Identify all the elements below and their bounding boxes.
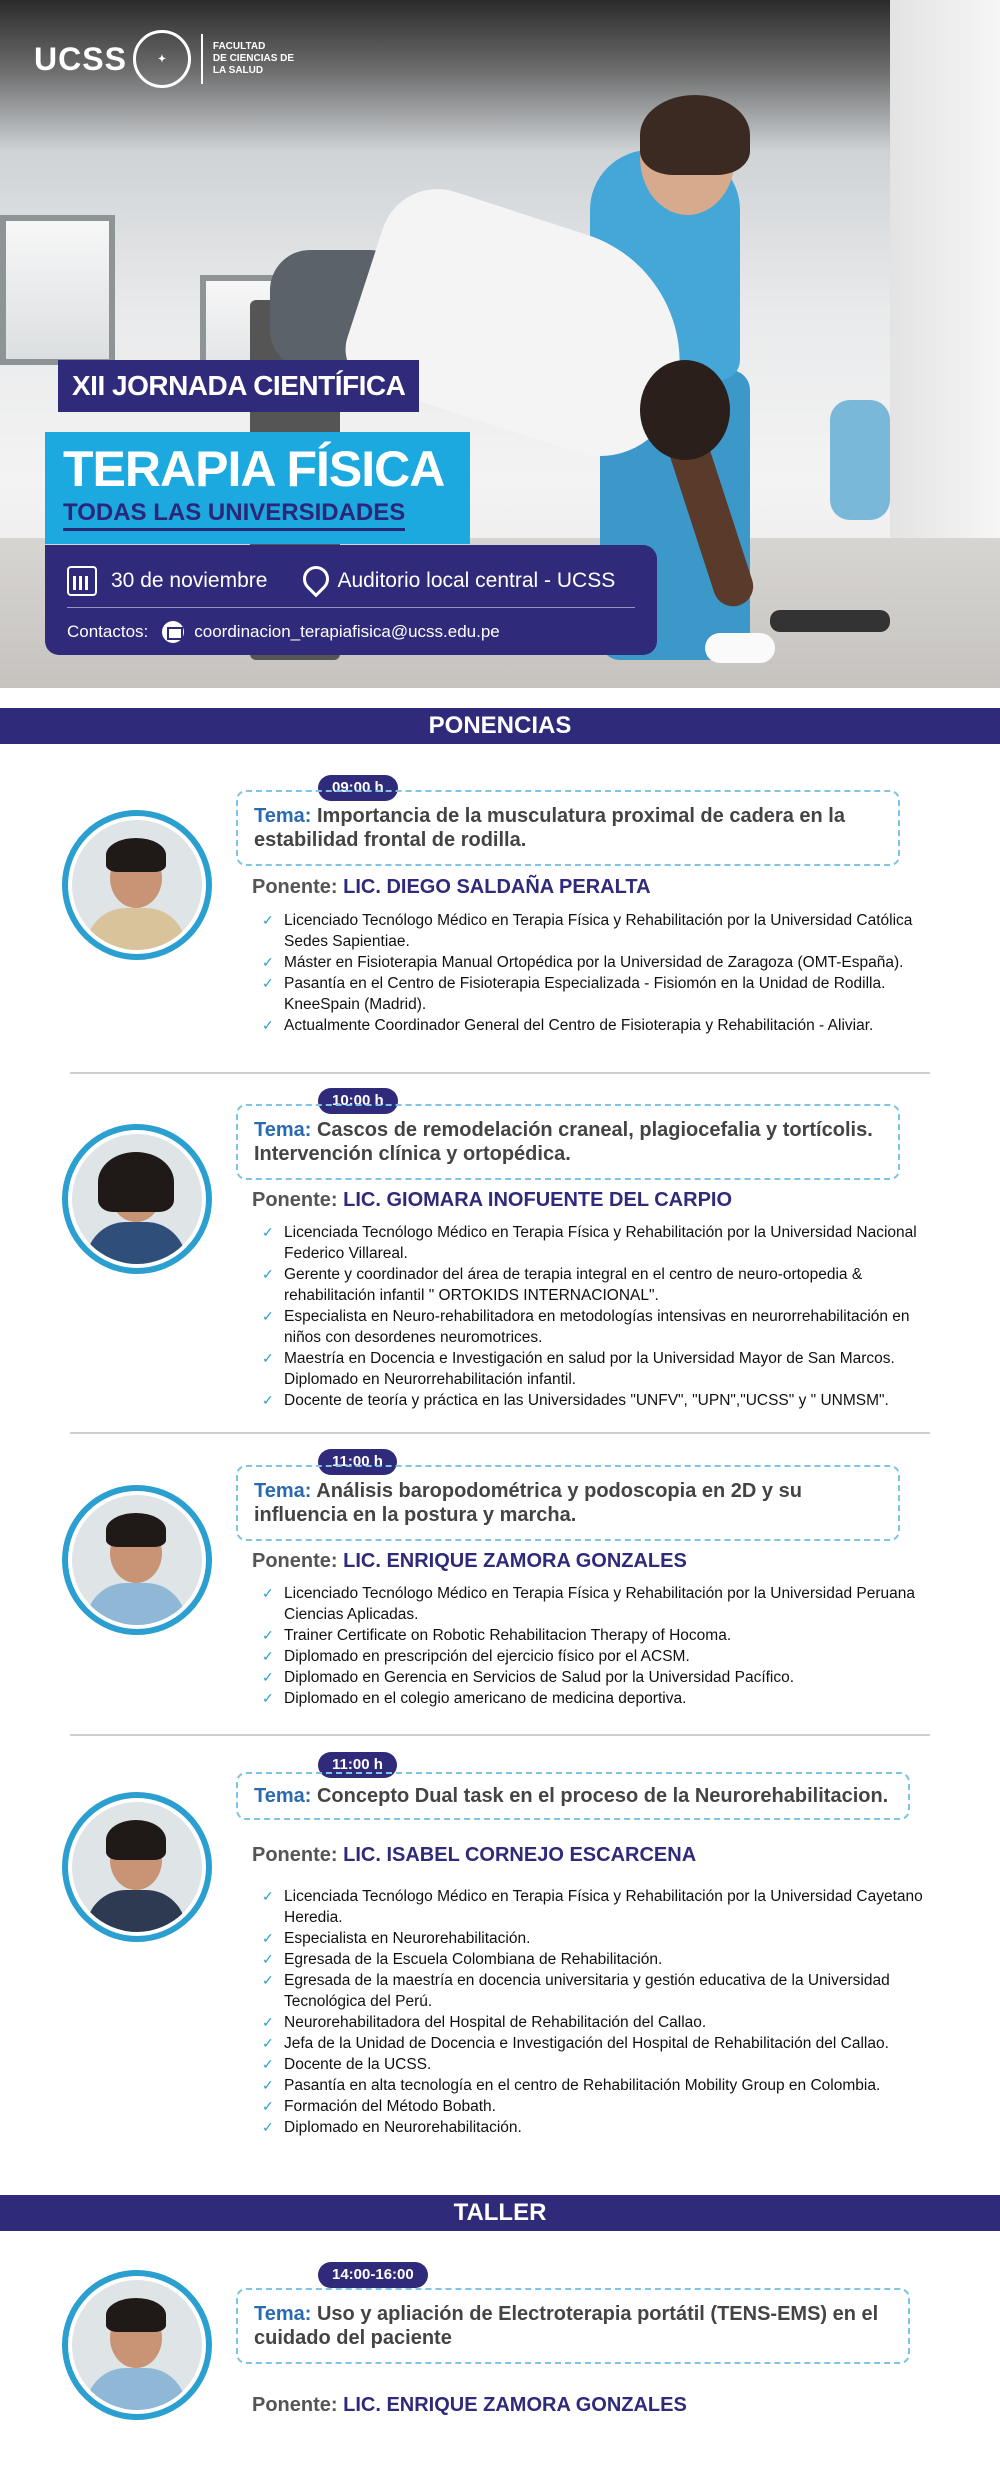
cv-item: ✓ Diplomado en Neurorehabilitación. — [262, 2117, 942, 2138]
faculty-line: DE CIENCIAS DE — [212, 53, 295, 64]
time-badge: 10:00 h — [318, 1088, 398, 1114]
speaker-cv-list — [262, 1222, 942, 1411]
speaker-label: Ponente: — [252, 1189, 338, 1211]
speaker-line — [252, 1189, 732, 1212]
topic-label: Tema: — [254, 1785, 312, 1807]
contact-row — [67, 614, 635, 650]
time-badge: 14:00-16:00 — [318, 2262, 428, 2288]
speaker-line — [252, 876, 651, 899]
speaker-label: Ponente: — [252, 2394, 338, 2416]
speaker-avatar — [62, 1485, 212, 1635]
faculty-name — [213, 41, 294, 77]
topic-text: Importancia de la musculatura proximal de cadera en la estabilidad frontal de rodilla. — [254, 805, 845, 851]
cv-item: ✓ Diplomado en prescripción del ejercicio físico por el ACSM. — [262, 1646, 942, 1667]
topic-text: Análisis baropodométrica y podoscopia en 2D y su influencia en la postura y marcha. — [254, 1480, 802, 1526]
speaker-name: LIC. GIOMARA INOFUENTE DEL CARPIO — [343, 1189, 733, 1211]
speaker-cv-list — [262, 1583, 942, 1709]
topic-box — [236, 1465, 900, 1541]
faculty-line: LA SALUD — [212, 65, 264, 76]
ucss-logo — [34, 30, 294, 88]
event-title: TERAPIA FÍSICA — [63, 441, 445, 497]
logo-text: UCSS — [34, 40, 127, 77]
topic-text: Concepto Dual task en el proceso de la Neurorehabilitacion. — [316, 1785, 889, 1807]
therapist-figure — [640, 95, 750, 175]
topic-label: Tema: — [254, 1119, 312, 1141]
background-figure — [830, 400, 890, 520]
event-info-row — [67, 559, 635, 603]
cv-item: ✓ Trainer Certificate on Robotic Rehabilitacion Therapy of Hocoma. — [262, 1625, 942, 1646]
speaker-line — [252, 2394, 687, 2417]
speaker-name: LIC. ENRIQUE ZAMORA GONZALES — [343, 1550, 687, 1572]
cv-item: ✓ Docente de teoría y práctica en las Universidades "UNFV", "UPN","UCSS" y " UNMSM". — [262, 1390, 942, 1411]
event-location: Auditorio local central - UCSS — [337, 569, 616, 592]
topic-text: Uso y apliación de Electroterapia portátil (TENS-EMS) en el cuidado del paciente — [254, 2303, 879, 2349]
cv-item: ✓ Docente de la UCSS. — [262, 2054, 942, 2075]
topic-box — [236, 1772, 910, 1820]
talk-divider — [70, 1432, 930, 1434]
time-badge: 11:00 h — [318, 1449, 397, 1475]
speaker-avatar — [62, 1792, 212, 1942]
speaker-label: Ponente: — [252, 876, 338, 898]
cv-item: ✓ Especialista en Neurorehabilitación. — [262, 1928, 942, 1949]
cv-item: ✓ Egresada de la maestría en docencia universitaria y gestión educativa de la Universidad Tecnológica del Perú. — [262, 1970, 942, 2012]
contact-label: Contactos: — [67, 622, 149, 641]
event-title-box — [45, 432, 470, 544]
section-bar-taller: TALLER — [0, 2195, 1000, 2231]
speaker-line — [252, 1844, 696, 1867]
topic-label: Tema: — [254, 2303, 312, 2325]
university-seal-icon: ✦ — [133, 30, 191, 88]
topic-label: Tema: — [254, 805, 312, 827]
speaker-label: Ponente: — [252, 1844, 338, 1866]
cv-item: ✓ Egresada de la Escuela Colombiana de Rehabilitación. — [262, 1949, 942, 1970]
talk-divider — [70, 1734, 930, 1736]
cv-item: ✓ Actualmente Coordinador General del Centro de Fisioterapia y Rehabilitación - Aliviar. — [262, 1015, 942, 1036]
window-graphic — [0, 215, 115, 365]
mail-icon — [162, 621, 184, 643]
event-date: 30 de noviembre — [111, 569, 268, 592]
faculty-line: FACULTAD — [212, 41, 266, 52]
speaker-name: LIC. DIEGO SALDAÑA PERALTA — [343, 876, 651, 898]
cv-item: ✓ Maestría en Docencia e Investigación en salud por la Universidad Mayor de San Marcos. Diplomado en Neurorrehabilitación infantil. — [262, 1348, 942, 1390]
speaker-name: LIC. ENRIQUE ZAMORA GONZALES — [343, 2394, 687, 2416]
speaker-avatar — [62, 1124, 212, 1274]
patient-figure — [640, 360, 730, 460]
hero-banner — [0, 0, 1000, 688]
info-divider — [67, 607, 635, 608]
speaker-label: Ponente: — [252, 1550, 338, 1572]
cv-item: ✓ Pasantía en el Centro de Fisioterapia Especializada - Fisiomón en la Unidad de Rodilla. KneeSpain (Madrid). — [262, 973, 942, 1015]
cable-handle — [770, 610, 890, 632]
therapist-figure — [705, 633, 775, 663]
cv-item: ✓ Licenciada Tecnólogo Médico en Terapia Física y Rehabilitación por la Universidad Cayetano Heredia. — [262, 1886, 942, 1928]
cv-item: ✓ Licenciado Tecnólogo Médico en Terapia Física y Rehabilitación por la Universidad Peruana Ciencias Aplicadas. — [262, 1583, 942, 1625]
speaker-avatar — [62, 810, 212, 960]
topic-box — [236, 790, 900, 866]
cv-item: ✓ Pasantía en alta tecnología en el centro de Rehabilitación Mobility Group en Colombia. — [262, 2075, 942, 2096]
event-subtitle: TODAS LAS UNIVERSIDADES — [63, 498, 405, 531]
event-info-box — [45, 545, 657, 655]
logo-divider — [201, 34, 203, 84]
cv-item: ✓ Especialista en Neuro-rehabilitadora en metodologías intensivas en neurorrehabilitación en niños con desordenes neuromotrices. — [262, 1306, 942, 1348]
topic-box — [236, 2288, 910, 2364]
cv-item: ✓ Jefa de la Unidad de Docencia e Investigación del Hospital de Rehabilitación del Callao. — [262, 2033, 942, 2054]
topic-box — [236, 1104, 900, 1180]
cv-item: ✓ Diplomado en Gerencia en Servicios de Salud por la Universidad Pacífico. — [262, 1667, 942, 1688]
cv-item: ✓ Licenciada Tecnólogo Médico en Terapia Física y Rehabilitación por la Universidad Nacional Federico Villareal. — [262, 1222, 942, 1264]
talk-divider — [70, 1072, 930, 1074]
calendar-icon — [67, 566, 97, 596]
cv-item: ✓ Diplomado en el colegio americano de medicina deportiva. — [262, 1688, 942, 1709]
cv-item: ✓ Formación del Método Bobath. — [262, 2096, 942, 2117]
time-badge: 11:00 h — [318, 1752, 397, 1778]
event-edition: XII JORNADA CIENTÍFICA — [58, 360, 419, 412]
topic-text: Cascos de remodelación craneal, plagiocefalia y tortícolis. Intervención clínica y ortopédica. — [254, 1119, 873, 1165]
cv-item: ✓ Gerente y coordinador del área de terapia integral en el centro de neuro-ortopedia & rehabilitación infantil " ORTOKIDS INTERNACIONAL". — [262, 1264, 942, 1306]
cv-item: ✓ Máster en Fisioterapia Manual Ortopédica por la Universidad de Zaragoza (OMT-España). — [262, 952, 942, 973]
speaker-line — [252, 1550, 687, 1573]
location-pin-icon — [301, 566, 325, 596]
cv-item: ✓ Licenciado Tecnólogo Médico en Terapia Física y Rehabilitación por la Universidad Católica Sedes Sapientiae. — [262, 910, 942, 952]
speaker-name: LIC. ISABEL CORNEJO ESCARCENA — [343, 1844, 697, 1866]
cv-item: ✓ Neurorehabilitadora del Hospital de Rehabilitación del Callao. — [262, 2012, 942, 2033]
contact-email[interactable]: coordinacion_terapiafisica@ucss.edu.pe — [194, 622, 500, 641]
speaker-cv-list — [262, 1886, 942, 2138]
speaker-cv-list — [262, 910, 942, 1036]
time-badge: 09:00 h — [318, 775, 398, 801]
speaker-avatar — [62, 2270, 212, 2420]
section-bar-ponencias: PONENCIAS — [0, 708, 1000, 744]
topic-label: Tema: — [254, 1480, 312, 1502]
